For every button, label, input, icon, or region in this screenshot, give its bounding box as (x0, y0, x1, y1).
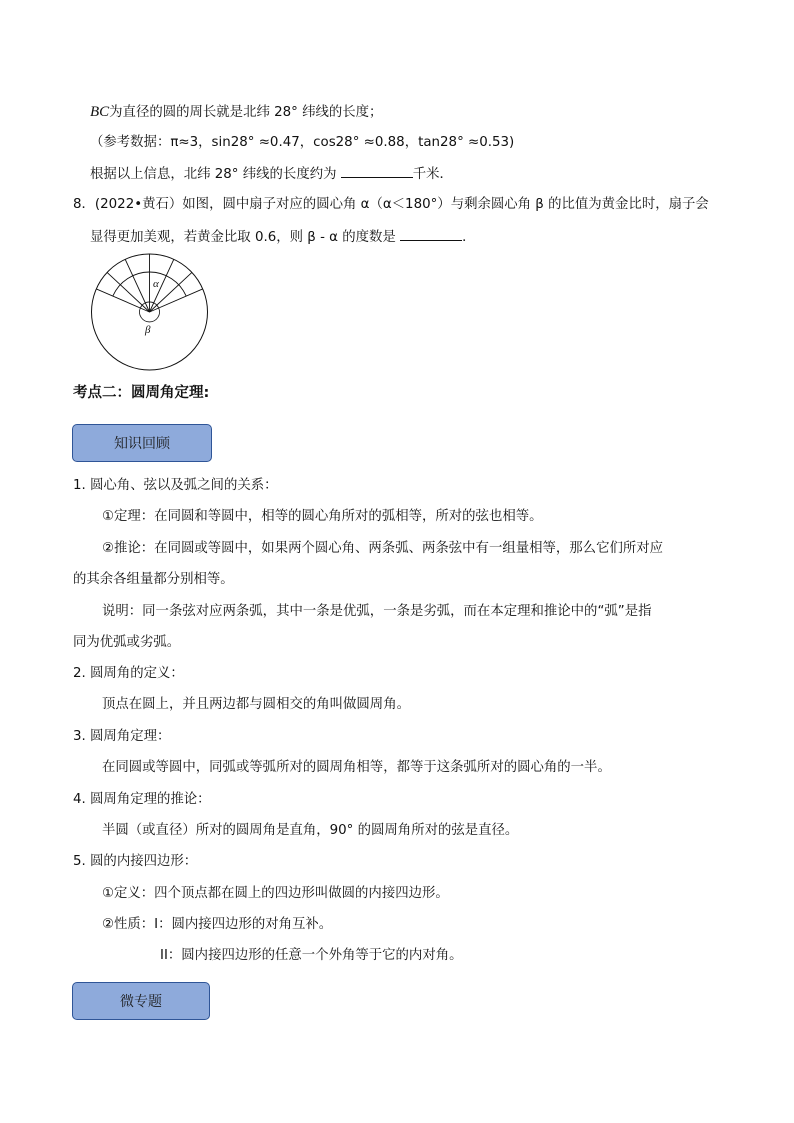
segment-bc-label: BC (90, 104, 110, 120)
point-3-title: 3. 圆周角定理： (73, 729, 171, 744)
point-5-title: 5. 圆的内接四边形： (73, 854, 198, 869)
point-1-theorem: ①定理：在同圆和等圆中，相等的圆心角所对的弧相等，所对的弦也相等。 (102, 509, 543, 524)
question-8-suffix: ． (462, 230, 476, 245)
reference-data: （参考数据：π≈3，sin28° ≈0.47，cos28° ≈0.88，tan28° ≈0.53) (90, 135, 515, 150)
point-5-definition: ①定义：四个顶点都在圆上的四边形叫做圆的内接四边形。 (102, 886, 449, 901)
point-2-title: 2. 圆周角的定义： (73, 666, 184, 681)
point-5-property-1: ②性质：I：圆内接四边形的对角互补。 (102, 917, 333, 932)
point-1-note-line2: 同为优弧或劣弧。 (73, 635, 181, 650)
point-1-corollary-line2: 的其余各组量都分别相等。 (73, 572, 234, 587)
beta-label: β (145, 324, 151, 336)
point-1-note-line1: 说明：同一条弦对应两条弧，其中一条是优弧，一条是劣弧，而在本定理和推论中的“弧”是指 (102, 604, 652, 619)
fan-ribs (96, 254, 202, 312)
micro-topic-button[interactable]: 微专题 (72, 982, 210, 1020)
answer-prefix: 根据以上信息，北纬 28° 纬线的长度约为 (90, 167, 337, 182)
continuation-text: 为直径的圆的周长就是北纬 28° 纬线的长度； (109, 105, 383, 120)
point-4-title: 4. 圆周角定理的推论： (73, 792, 211, 807)
text-line (90, 103, 382, 122)
section-title: 考点二：圆周角定理: (73, 385, 210, 401)
answer-line (90, 165, 453, 184)
answer-blank[interactable] (341, 165, 413, 178)
knowledge-review-button[interactable]: 知识回顾 (72, 424, 212, 462)
question-8-line2 (90, 228, 475, 247)
question-8-blank[interactable] (400, 228, 462, 241)
point-1-title: 1. 圆心角、弦以及弧之间的关系： (73, 478, 278, 493)
point-2-text: 顶点在圆上，并且两边都与圆相交的角叫做圆周角。 (102, 697, 410, 712)
point-3-text: 在同圆或等圆中，同弧或等弧所对的圆周角相等，都等于这条弧所对的圆心角的一半。 (102, 760, 611, 775)
answer-suffix: 千米． (412, 167, 453, 182)
point-1-corollary-line1: ②推论：在同圆或等圆中，如果两个圆心角、两条弧、两条弦中有一组量相等，那么它们所对应 (102, 541, 664, 556)
question-8-line1: 8．(2022•黄石）如图，圆中扇子对应的圆心角 α（α＜180°）与剩余圆心角 β 的比值为黄金比时，扇子会 (73, 197, 709, 212)
point-4-text: 半圆（或直径）所对的圆周角是直角，90° 的圆周角所对的弦是直径。 (102, 823, 519, 838)
fan-figure (88, 251, 212, 373)
question-8-text: 显得更加美观，若黄金比取 0.6，则 β - α 的度数是 (90, 230, 396, 245)
point-5-property-2: II：圆内接四边形的任意一个外角等于它的内对角。 (160, 948, 463, 963)
alpha-label: α (153, 278, 159, 290)
